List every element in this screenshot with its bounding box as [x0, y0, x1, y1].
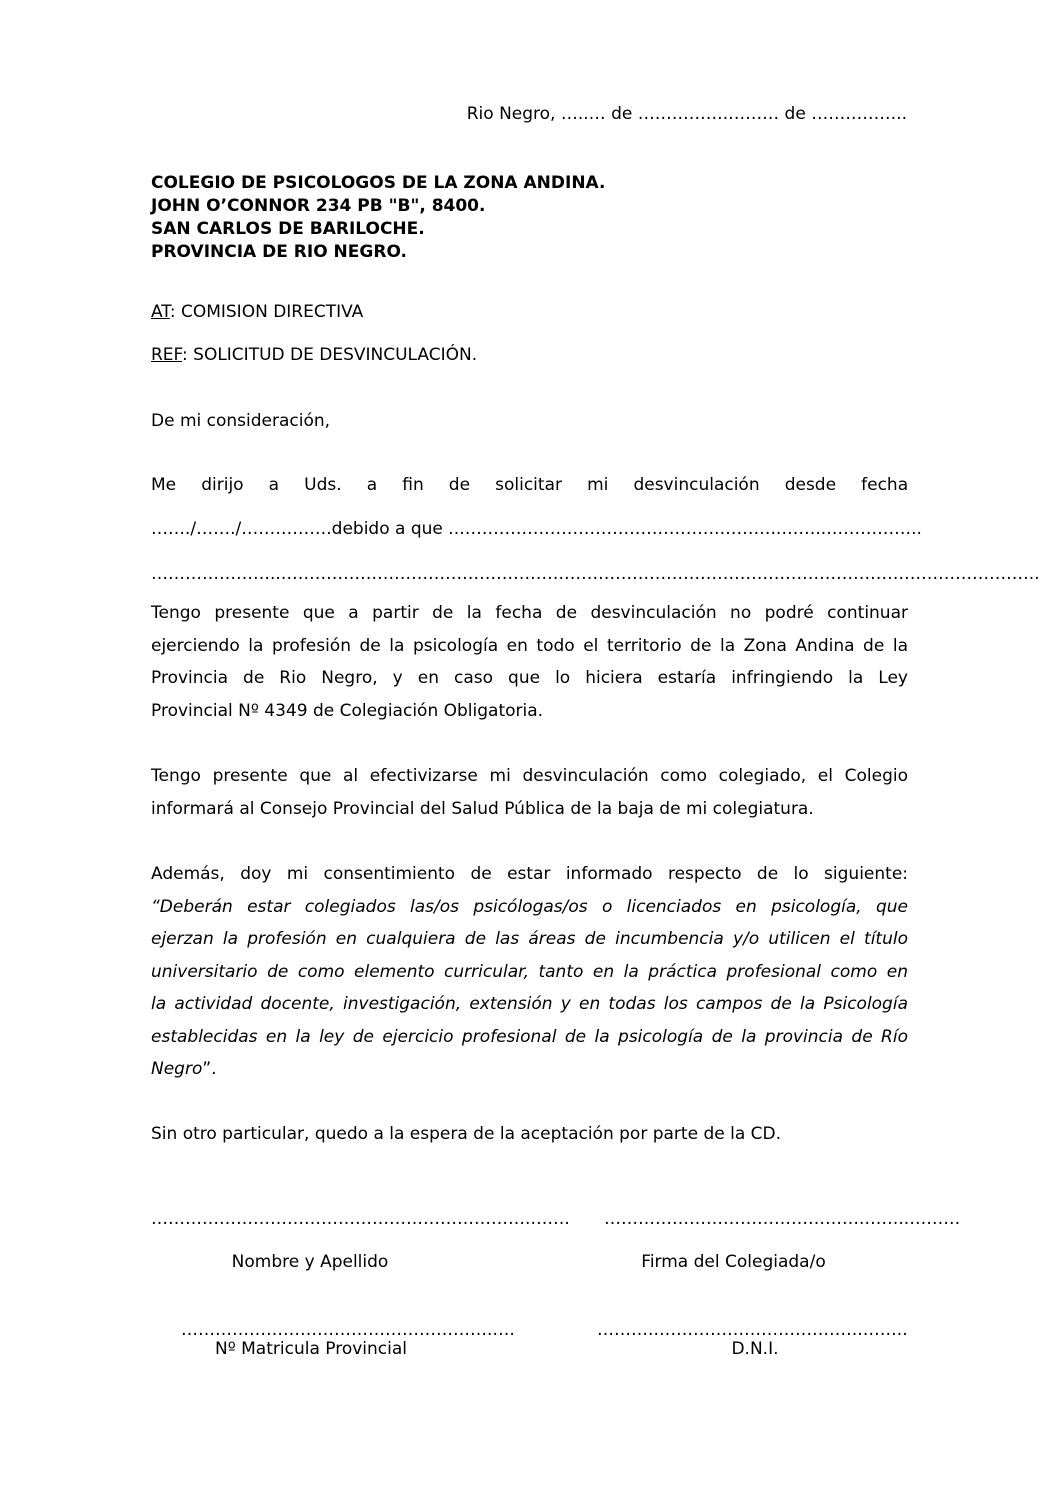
address-line-street: JOHN O’CONNOR 234 PB "B", 8400.: [151, 196, 486, 216]
quote-line: la actividad docente, investigación, extensión y en todas los campos de la Psicología: [151, 994, 908, 1014]
quote-line: universitario de como elemento curricular, tanto en la práctica profesional como en: [151, 961, 908, 982]
request-line-2: ……./……./…………….debido a que ..……………………………………….………..……..……………..: [151, 519, 922, 539]
paragraph-territory: [151, 597, 908, 727]
paragraph-line: informará al Consejo Provincial del Salud Pública de la baja de mi colegiatura.: [151, 798, 814, 819]
address-line-institution: COLEGIO DE PSICOLOGOS DE LA ZONA ANDINA.: [151, 173, 606, 193]
name-label: Nombre y Apellido: [231, 1252, 389, 1272]
matricula-line: ……………………………………………….….: [181, 1320, 515, 1340]
paragraph-line: Además, doy mi consentimiento de estar informado respecto de lo siguiente:: [151, 864, 908, 884]
address-line-province: PROVINCIA DE RIO NEGRO.: [151, 242, 407, 262]
address-line-city: SAN CARLOS DE BARILOCHE.: [151, 219, 425, 239]
signature-line: ……………………………………….……..………: [604, 1209, 961, 1229]
paragraph-line: ejerciendo la profesión de la psicología en todo el territorio de la Zona Andina de la: [151, 635, 908, 656]
signature-label: Firma del Colegiada/o: [641, 1252, 826, 1272]
quote-line: establecidas en la ley de ejercicio profesional de la psicología de la provincia de Río: [151, 1026, 908, 1047]
reference-line: [151, 344, 477, 366]
matricula-label: Nº Matricula Provincial: [215, 1339, 407, 1359]
name-signature-line: ………………………………………………………….…….: [151, 1209, 570, 1229]
attention-text: : COMISION DIRECTIVA: [169, 302, 364, 322]
paragraph-notification: [151, 760, 908, 825]
greeting: De mi consideración,: [151, 411, 331, 431]
paragraph-line: Tengo presente que a partir de la fecha de desvinculación no podré continuar: [151, 603, 908, 623]
paragraph-consent: [151, 858, 908, 1086]
dni-line: ……….……………………………….……..: [597, 1320, 908, 1340]
quote-line: “Deberán estar colegiados las/os psicólogas/os o licenciados en psicología, que: [151, 896, 908, 917]
dni-label: D.N.I.: [731, 1339, 779, 1359]
reference-text: : SOLICITUD DE DESVINCULACIÓN.: [182, 345, 478, 365]
paragraph-line: Tengo presente que al efectivizarse mi desvinculación como colegiado, el Colegio: [151, 766, 908, 786]
attention-line: [151, 301, 363, 323]
request-line-1: Me dirijo a Uds. a fin de solicitar mi desvinculación desde fecha: [151, 475, 909, 495]
paragraph-line: Provincia de Rio Negro, y en caso que lo hiciera estaría infringiendo la Ley: [151, 668, 908, 688]
quote-end: Negro: [151, 1059, 203, 1079]
quote-closing-mark: ”.: [202, 1059, 217, 1079]
quote-line: ejerzan la profesión en cualquiera de las áreas de incumbencia y/o utilicen el título: [151, 929, 908, 949]
paragraph-line: Provincial Nº 4349 de Colegiación Obligatoria.: [151, 700, 544, 721]
reference-label: REF: [151, 345, 183, 365]
closing-line: Sin otro particular, quedo a la espera de la aceptación por parte de la CD.: [151, 1124, 782, 1144]
quote-end-line: [151, 1053, 908, 1086]
date-line: Rio Negro, …..… de …………….……… de ……………..: [466, 104, 907, 124]
attention-label: AT: [151, 302, 170, 322]
request-line-3: …………………..……………………………………………………………………………………………………………………..: [151, 564, 1040, 584]
